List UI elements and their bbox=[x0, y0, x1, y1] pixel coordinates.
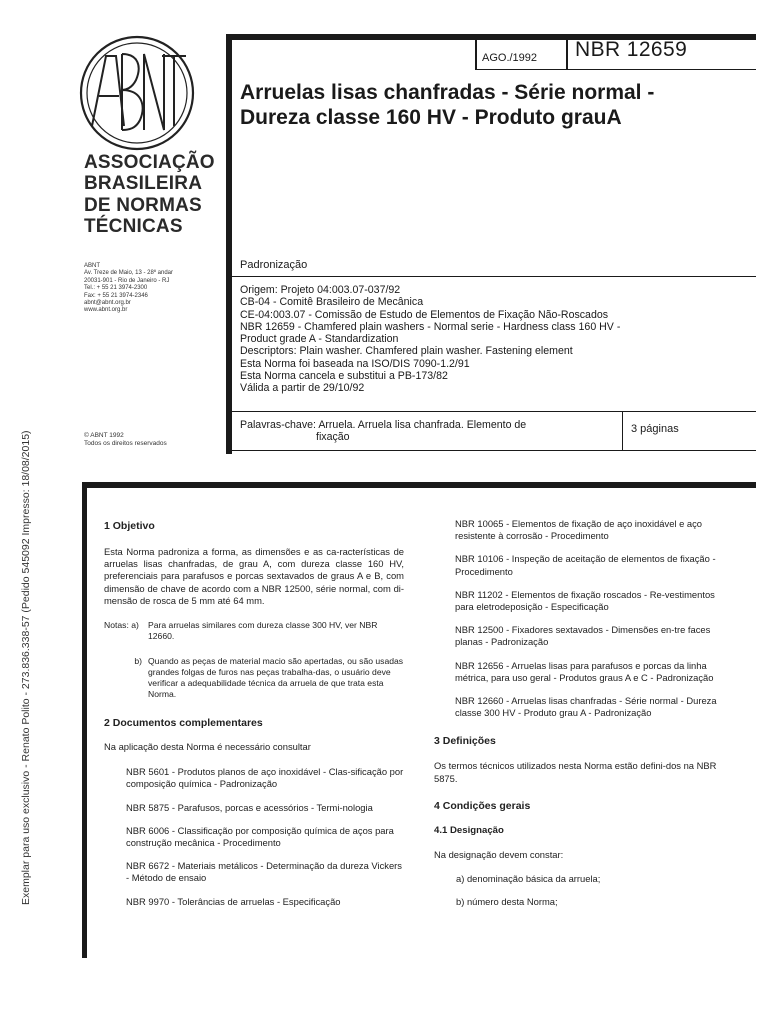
address-line: ABNT bbox=[84, 263, 101, 269]
header-bottom-rule bbox=[232, 450, 756, 451]
metadata-line: Válida a partir de 29/10/92 bbox=[240, 382, 365, 395]
org-name-line1: ASSOCIAÇÃO bbox=[84, 152, 215, 173]
abnt-logo bbox=[78, 34, 196, 152]
reference-item: NBR 5601 - Produtos planos de aço inoxidável - Clas-sificação por composição química - Padronização bbox=[126, 766, 404, 790]
copyright bbox=[84, 432, 167, 448]
note-a-text: Para arruelas similares com dureza classe 300 HV, ver NBR 12660. bbox=[148, 620, 378, 642]
section-1-heading: 1 Objetivo bbox=[104, 520, 155, 532]
org-name-line2: BRASILEIRA bbox=[84, 173, 203, 194]
publication-date: AGO./1992 bbox=[482, 52, 538, 64]
origin-metadata bbox=[240, 284, 760, 395]
vertical-license-text: Exemplar para uso exclusivo - Renato Polito - 273.836.338-57 (Pedido 545092 Impresso: 18/08/2015) bbox=[20, 430, 32, 905]
copyright-line: © ABNT 1992 bbox=[84, 432, 124, 439]
metadata-line: Product grade A - Standardization bbox=[240, 333, 399, 346]
section-3-text: Os termos técnicos utilizados nesta Norma estão defini-dos na NBR 5875. bbox=[434, 760, 717, 784]
note-b bbox=[104, 656, 404, 700]
metadata-line: Esta Norma cancela e substitui a PB-173/82 bbox=[240, 370, 448, 383]
body-top-rule bbox=[82, 482, 756, 488]
left-column bbox=[104, 519, 404, 908]
address-line: Av. Treze de Maio, 13 - 28º andar bbox=[84, 270, 174, 277]
metadata-line: Esta Norma foi baseada na ISO/DIS 7090-1.2/91 bbox=[240, 357, 470, 370]
note-b-text: Quando as peças de material macio são apertadas, ou são usadas grandes folgas de furos nas peças trabalha-das, o usuário deve verificar a adequabilidade técnica da arruela de que trata esta Norma. bbox=[148, 656, 404, 700]
section-2-heading: 2 Documentos complementares bbox=[104, 717, 263, 730]
references-list-left bbox=[104, 766, 404, 908]
title-line: Arruelas lisas chanfradas - Série normal - bbox=[240, 81, 655, 104]
metadata-line: CB-04 - Comitê Brasileiro de Mecânica bbox=[240, 296, 424, 309]
reference-item: NBR 12500 - Fixadores sextavados - Dimensões en-tre faces planas - Padronização bbox=[455, 624, 711, 648]
metadata-line: Origem: Projeto 04:003.07-037/92 bbox=[240, 284, 401, 296]
org-name-line3: DE NORMAS bbox=[84, 195, 202, 216]
date-underline bbox=[475, 69, 756, 70]
reference-item: NBR 6006 - Classificação por composição química de aços para construção mecânica - Procedimento bbox=[126, 824, 394, 849]
address-line: Tel.: + 55 21 3974-2300 bbox=[84, 285, 148, 292]
metadata-line: NBR 12659 - Chamfered plain washers - Normal serie - Hardness class 160 HV - bbox=[240, 320, 621, 333]
section-1-text: Esta Norma padroniza a forma, as dimensões e as ca-racterísticas de arruelas lisas chanfradas, de grau A, com dureza classe 160 HV, preferenciais para parafusos e porcas sextavados de graus A e B, com dimensão de chave de acordo com a NBR 12500, série normal, com di-mensão de rosca de 5 mm até 64 mm. bbox=[104, 546, 404, 606]
title-line: Dureza classe 160 HV - Produto grauA bbox=[240, 106, 622, 129]
org-address bbox=[84, 263, 173, 315]
section-2-intro: Na aplicação desta Norma é necessário consultar bbox=[104, 741, 311, 753]
reference-item: NBR 5875 - Parafusos, porcas e acessórios - Termi-nologia bbox=[126, 801, 373, 813]
reference-item: NBR 11202 - Elementos de fixação roscados - Re-vestimentos para eletrodeposição - Especificação bbox=[455, 588, 715, 613]
address-line: abnt@abnt.org.br bbox=[84, 300, 131, 307]
section-4-1-intro: Na designação devem constar: bbox=[434, 848, 564, 860]
page-count: 3 páginas bbox=[631, 423, 679, 435]
copyright-line: Todos os direitos reservados bbox=[84, 440, 167, 447]
section-3-heading: 3 Definições bbox=[434, 735, 496, 748]
org-name-line4: TÉCNICAS bbox=[84, 216, 183, 237]
right-column bbox=[434, 518, 734, 908]
address-line: www.abnt.org.br bbox=[84, 307, 128, 314]
header-left-rule bbox=[226, 34, 232, 454]
metadata-line: Descriptors: Plain washer. Chamfered plain washer. Fastening element bbox=[240, 345, 573, 358]
pages-divider bbox=[622, 411, 623, 451]
reference-item: NBR 12656 - Arruelas lisas para parafusos e porcas da linha métrica, para uso geral - Produtos graus A e C - Padronização bbox=[455, 659, 714, 683]
standard-number: NBR 12659 bbox=[575, 38, 688, 61]
designation-item-b: b) número desta Norma; bbox=[456, 896, 558, 908]
reference-item: NBR 6672 - Materiais metálicos - Determinação da dureza Vickers - Método de ensaio bbox=[126, 860, 402, 884]
date-divider bbox=[475, 40, 477, 70]
keywords-line: Palavras-chave: Arruela. Arruela lisa chanfrada. Elemento de bbox=[240, 419, 527, 431]
section-4-1-heading: 4.1 Designação bbox=[434, 824, 504, 836]
padron-rule bbox=[232, 276, 756, 277]
note-b-label: b) bbox=[134, 656, 142, 667]
references-list-right bbox=[434, 518, 734, 719]
document-title bbox=[240, 80, 760, 130]
body-left-rule bbox=[82, 482, 87, 958]
address-line: Fax: + 55 21 3974-2346 bbox=[84, 292, 148, 299]
note-a bbox=[104, 620, 404, 642]
keywords bbox=[240, 419, 600, 444]
reference-item: NBR 10065 - Elementos de fixação de aço inoxidável e aço resistente à corrosão - Procedimento bbox=[455, 518, 703, 542]
address-line: 20031-901 - Rio de Janeiro - RJ bbox=[84, 277, 170, 284]
notes-label: Notas: a) bbox=[104, 620, 139, 631]
nbr-divider bbox=[566, 40, 568, 70]
metadata-line: CE-04:003.07 - Comissão de Estudo de Elementos de Fixação Não-Roscados bbox=[240, 308, 609, 321]
reference-item: NBR 12660 - Arruelas lisas chanfradas - Série normal - Dureza classe 300 HV - Produto grau A - Padronização bbox=[455, 695, 717, 719]
reference-item: NBR 9970 - Tolerâncias de arruelas - Especificação bbox=[126, 895, 341, 907]
category-label: Padronização bbox=[240, 259, 308, 271]
keywords-line: fixação bbox=[316, 431, 350, 444]
section-4-heading: 4 Condições gerais bbox=[434, 799, 531, 812]
meta-rule bbox=[232, 411, 756, 412]
reference-item: NBR 10106 - Inspeção de aceitação de elementos de fixação - Procedimento bbox=[455, 553, 716, 577]
designation-item-a: a) denominação básica da arruela; bbox=[456, 873, 601, 885]
